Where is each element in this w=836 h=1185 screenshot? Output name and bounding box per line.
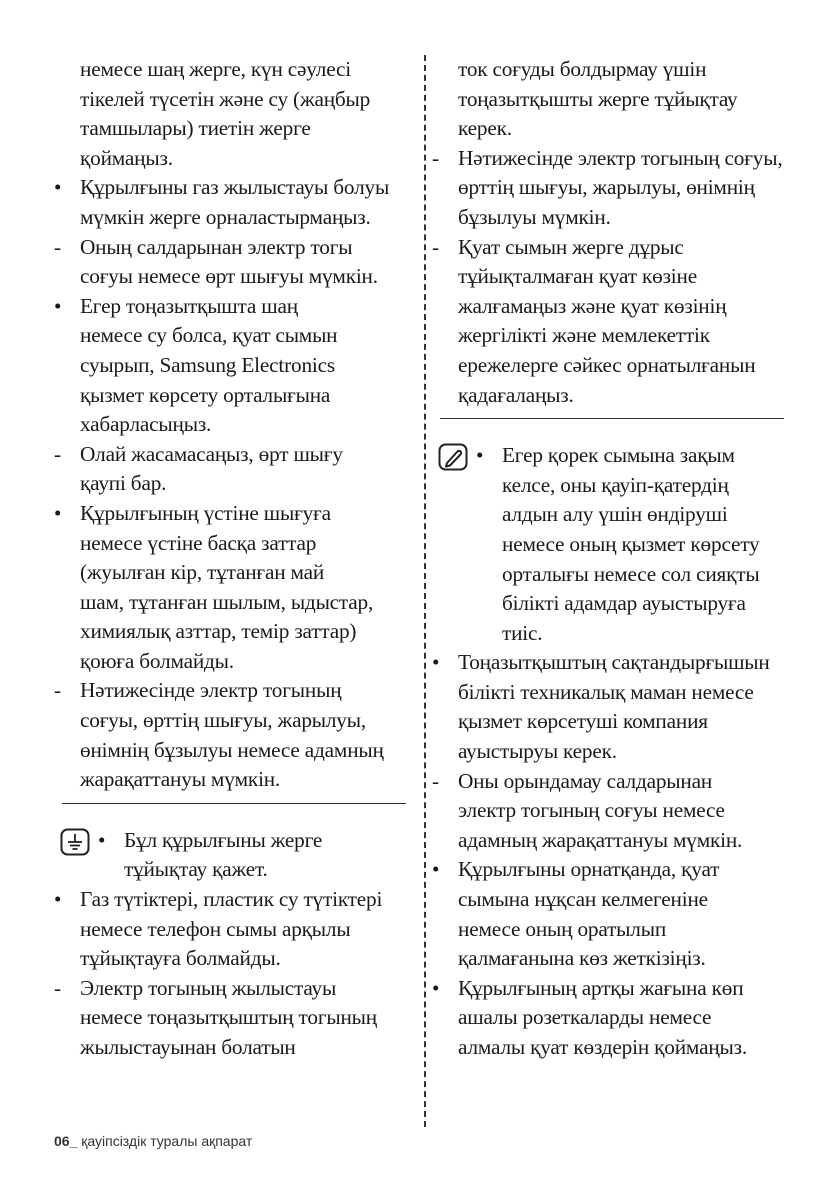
continuation-text: ток соғуды болдырмау үшін тоңазытқышты жерге тұйықтау керек. — [458, 57, 738, 141]
bullet-item: • Тоңазытқыштың сақтандырғышын білікті техникалық маман немесе қызмет көрсетуші компания ауыстыруы керек. — [432, 650, 770, 764]
phone-icon — [438, 443, 468, 471]
note-item: • Бұл құрылғыны жерге тұйықтау қажет. — [98, 827, 323, 882]
dash-item: - Нәтижесінде электр тогының соғуы, өрттің шығуы, жарылуы, өнімнің бұзылуы немесе адамның жарақаттануы мүмкін. — [54, 678, 384, 792]
page-number: 06_ — [54, 1133, 78, 1149]
ground-note — [54, 826, 406, 885]
note-item: • Егер қорек сымына зақым келсе, оны қауіп-қатердің алдын алу үшін өндіруші немесе оның қызмет көрсету орталығы немесе сол сияқты білікті адамдар ауыстыруға тиіс. — [476, 443, 760, 645]
dash-item: - Электр тогының жылыстауы немесе тоңазытқыштың тогының жылыстауынан болатын — [54, 975, 377, 1059]
bullet-item: • Газ түтіктері, пластик су түтіктері немесе телефон сымы арқылы тұйықтауға болмайды. — [54, 887, 383, 971]
dash-item: - Оны орындамау салдарынан электр тогының соғуы немесе адамның жарақаттануы мүмкін. — [432, 768, 743, 852]
bullet-item: • Құрылғыны газ жылыстауы болуы мүмкін жерге орналастырмаңыз. — [54, 175, 390, 229]
section-divider — [62, 803, 406, 804]
continuation-text: немесе шаң жерге, күн сәулесі тікелей түсетін және су (жаңбыр тамшылары) тиетін жерге қоймаңыз. — [80, 57, 371, 170]
ground-icon — [60, 828, 90, 856]
dash-item: - Оның салдарынан электр тогы соғуы немесе өрт шығуы мүмкін. — [54, 234, 378, 289]
page-footer — [54, 1133, 252, 1149]
section-divider — [440, 418, 784, 419]
section-title: қауіпсіздік туралы ақпарат — [81, 1133, 253, 1149]
left-column — [54, 55, 406, 1063]
right-column — [432, 55, 784, 1063]
dash-item: - Қуат сымын жерге дұрыс тұйықталмаған қуат көзіне жалғамаңыз және қуат көзінің жергілікті және мемлекеттік ережелерге сәйкес орнатылғанын қадағалаңыз. — [432, 234, 756, 407]
bullet-item: • Егер тоңазытқышта шаң немесе су болса, қуат сымын суырып, Samsung Electronics қызмет көрсету орталығына хабарласыңыз. — [54, 293, 338, 437]
bullet-item: • Құрылғыны орнатқанда, қуат сымына нұқсан келмегеніне немесе оның оратылып қалмағанына көз жеткізіңіз. — [432, 857, 720, 971]
bullet-item: • Құрылғының үстіне шығуға немесе үстіне басқа заттар (жуылған кір, тұтанған май шам, тұтанған шылым, ыдыстар, химиялық азттар, темір заттар) қоюға болмайды. — [54, 500, 374, 673]
phone-note — [432, 441, 784, 648]
dash-item: - Нәтижесінде электр тогының соғуы, өрттің шығуы, жарылуы, өнімнің бұзылуы мүмкін. — [432, 145, 783, 229]
column-divider — [424, 55, 426, 1127]
bullet-item: • Құрылғының артқы жағына көп ашалы розеткаларды немесе алмалы қуат көздерін қоймаңыз. — [432, 975, 747, 1059]
dash-item: - Олай жасамасаңыз, өрт шығу қаупі бар. — [54, 441, 343, 496]
